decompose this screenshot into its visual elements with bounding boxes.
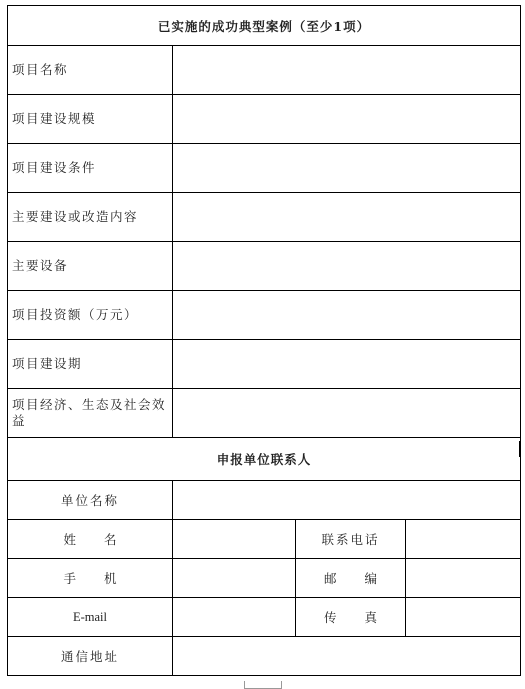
field-project-scale[interactable] — [173, 95, 521, 144]
field-project-conditions[interactable] — [173, 144, 521, 193]
field-main-content[interactable] — [173, 193, 521, 242]
label-fax — [296, 598, 406, 637]
field-project-name[interactable] — [173, 46, 521, 95]
label-contact-name — [8, 520, 173, 559]
label-postcode-a: 邮 — [323, 571, 337, 586]
label-main-equipment: 主要设备 — [8, 242, 173, 291]
table-resize-marker[interactable] — [519, 441, 521, 457]
application-form-table — [7, 5, 521, 676]
field-postcode[interactable] — [406, 559, 521, 598]
label-postcode-b: 编 — [364, 571, 378, 586]
field-email[interactable] — [173, 598, 296, 637]
label-mobile — [8, 559, 173, 598]
label-phone: 联系电话 — [296, 520, 406, 559]
field-construction-period[interactable] — [173, 340, 521, 389]
label-benefits: 项目经济、生态及社会效益 — [8, 389, 173, 438]
section-title-cases: 已实施的成功典型案例（至少1项） — [8, 6, 521, 46]
label-email: E-mail — [8, 598, 173, 637]
label-investment: 项目投资额（万元） — [8, 291, 173, 340]
field-address[interactable] — [173, 637, 521, 676]
field-investment[interactable] — [173, 291, 521, 340]
label-mobile-a: 手 — [63, 571, 76, 586]
page-edge-stub — [244, 681, 282, 689]
label-project-scale: 项目建设规模 — [8, 95, 173, 144]
label-mobile-b: 机 — [104, 571, 117, 586]
label-contact-name-b: 名 — [104, 532, 117, 547]
label-contact-name-a: 姓 — [63, 532, 76, 547]
field-benefits[interactable] — [173, 389, 521, 438]
label-construction-period: 项目建设期 — [8, 340, 173, 389]
label-project-conditions: 项目建设条件 — [8, 144, 173, 193]
field-phone[interactable] — [406, 520, 521, 559]
field-mobile[interactable] — [173, 559, 296, 598]
label-project-name: 项目名称 — [8, 46, 173, 95]
label-main-content: 主要建设或改造内容 — [8, 193, 173, 242]
label-fax-a: 传 — [323, 610, 337, 625]
field-fax[interactable] — [406, 598, 521, 637]
field-main-equipment[interactable] — [173, 242, 521, 291]
label-address: 通信地址 — [8, 637, 173, 676]
field-contact-name[interactable] — [173, 520, 296, 559]
field-unit-name[interactable] — [173, 481, 521, 520]
section-title-contact: 申报单位联系人 — [8, 438, 521, 481]
label-unit-name: 单位名称 — [8, 481, 173, 520]
label-postcode — [296, 559, 406, 598]
label-fax-b: 真 — [364, 610, 378, 625]
